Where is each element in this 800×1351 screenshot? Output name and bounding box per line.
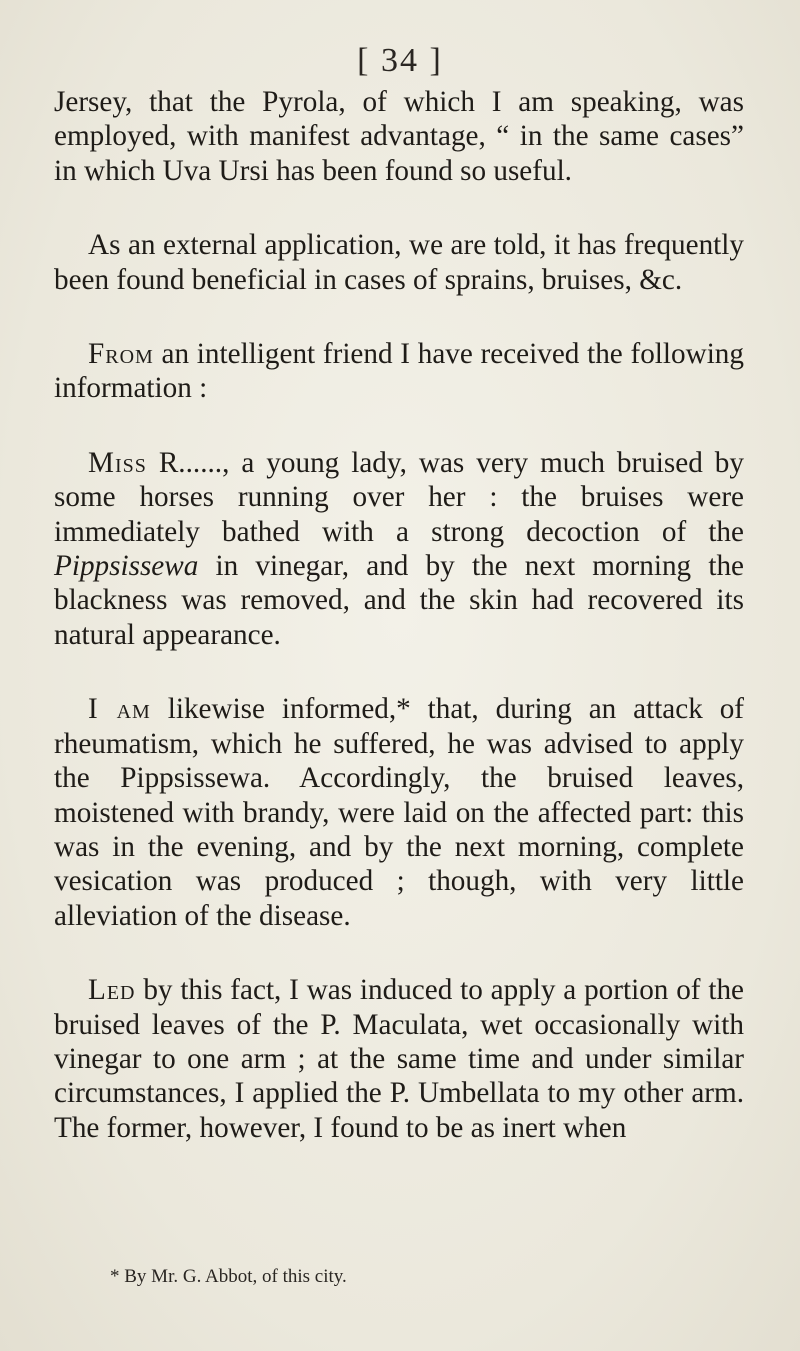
paragraph-3 [54, 337, 744, 406]
paragraph-6-lead: Led [88, 974, 136, 1007]
paragraph-5-lead: I am [88, 693, 151, 726]
page-number: [ 34 ] [357, 42, 443, 79]
paragraph-3-lead: From [88, 338, 154, 371]
paragraph-5 [54, 692, 744, 933]
paragraph-6 [54, 973, 744, 1145]
paragraph-4-italic: Pippsissewa [54, 550, 199, 583]
paragraph-5-text: likewise informed,* that, during an attack of rheumatism, which he suffered, he was advised to apply the Pippsissewa. Accordingly, the bruised leaves, moistened with brandy, were laid on the affected part: this was in the evening, and by the next morning, complete vesication was produced ; though, with very little alleviation of the disease. [54, 693, 745, 932]
paragraph-2: As an external application, we are told, it has frequently been found beneficial in cases of sprains, bruises, &c. [54, 229, 744, 296]
paragraph-3-text: an intelligent friend I have received the following information : [54, 338, 744, 405]
paragraph-6-text: by this fact, I was induced to apply a portion of the bruised leaves of the P. Maculata, wet occasionally with vinegar to one arm ; at the same time and under similar circumstances, I applied the P. Umbellata to my other arm. The former, however, I found to be as inert when [54, 974, 744, 1144]
body-text [54, 85, 744, 1145]
paragraph-4 [54, 446, 744, 652]
paragraph-4-lead: Miss [88, 446, 147, 479]
footnote: * By Mr. G. Abbot, of this city. [110, 1266, 347, 1287]
paragraph-1: Jersey, that the Pyrola, of which I am speaking, was employed, with manifest advantage, “ in the same cases” in which Uva Ursi has been found so useful. [54, 86, 744, 187]
paragraph-4-text-a: R......, a young lady, was very much bruised by some horses running over her : the bruises were immediately bathed with a strong decoction of the [54, 446, 744, 548]
paragraph-4-text-b: in vinegar, and by the next morning the blackness was removed, and the skin had recovered its natural appearance. [54, 550, 744, 651]
